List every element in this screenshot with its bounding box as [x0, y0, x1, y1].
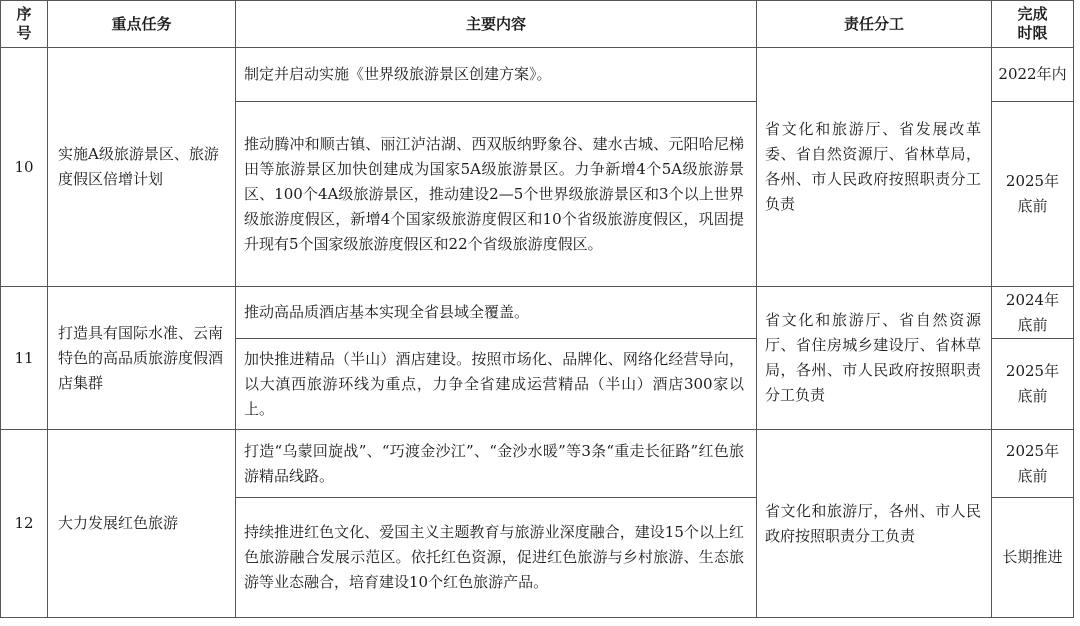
row-deadline: 2025年底前: [992, 430, 1074, 498]
row-content: 加快推进精品（半山）酒店建设。按照市场化、品牌化、网络化经营导向，以大滇西旅游环线为重点，力争全省建成运营精品（半山）酒店300家以上。: [236, 339, 757, 430]
header-content: 主要内容: [236, 1, 757, 48]
row-deadline: 2022年内: [992, 48, 1074, 102]
row-deadline: 2025年底前: [992, 339, 1074, 430]
row-content: 推动腾冲和顺古镇、丽江泸沽湖、西双版纳野象谷、建水古城、元阳哈尼梯田等旅游景区加快创建成为国家5A级旅游景区。力争新增4个5A级旅游景区、100个4A级旅游景区，推动建设2—5个世界级旅游景区和3个以上世界级旅游度假区，新增4个国家级旅游度假区和10个省级旅游度假区，巩固提升现有5个国家级旅游度假区和22个省级旅游度假区。: [236, 102, 757, 287]
row-task: 打造具有国际水准、云南特色的高品质旅游度假酒店集群: [48, 287, 236, 430]
table-row: [1, 287, 1074, 339]
row-content: 持续推进红色文化、爱国主义主题教育与旅游业深度融合，建设15个以上红色旅游融合发展示范区。依托红色资源，促进红色旅游与乡村旅游、生态旅游等业态融合，培育建设10个红色旅游产品。: [236, 498, 757, 618]
table-row: [1, 48, 1074, 102]
row-task: 实施A级旅游景区、旅游度假区倍增计划: [48, 48, 236, 287]
row-content: 打造“乌蒙回旋战”、“巧渡金沙江”、“金沙水暖”等3条“重走长征路”红色旅游精品线路。: [236, 430, 757, 498]
table-header-row: [1, 1, 1074, 48]
row-responsibility: 省文化和旅游厅、省发展改革委、省自然资源厅、省林草局，各州、市人民政府按照职责分工负责: [757, 48, 992, 287]
header-task: 重点任务: [48, 1, 236, 48]
row-seq: 11: [1, 287, 48, 430]
row-deadline: 2024年底前: [992, 287, 1074, 339]
header-seq: 序号: [1, 1, 48, 48]
row-content: 推动高品质酒店基本实现全省县域全覆盖。: [236, 287, 757, 339]
row-deadline: 长期推进: [992, 498, 1074, 618]
row-deadline: 2025年底前: [992, 102, 1074, 287]
header-responsibility: 责任分工: [757, 1, 992, 48]
table-row: [1, 430, 1074, 498]
row-seq: 10: [1, 48, 48, 287]
row-content: 制定并启动实施《世界级旅游景区创建方案》。: [236, 48, 757, 102]
row-responsibility: 省文化和旅游厅，各州、市人民政府按照职责分工负责: [757, 430, 992, 618]
row-responsibility: 省文化和旅游厅、省自然资源厅、省住房城乡建设厅、省林草局，各州、市人民政府按照职责分工负责: [757, 287, 992, 430]
row-task: 大力发展红色旅游: [48, 430, 236, 618]
header-deadline: 完成时限: [992, 1, 1074, 48]
row-seq: 12: [1, 430, 48, 618]
